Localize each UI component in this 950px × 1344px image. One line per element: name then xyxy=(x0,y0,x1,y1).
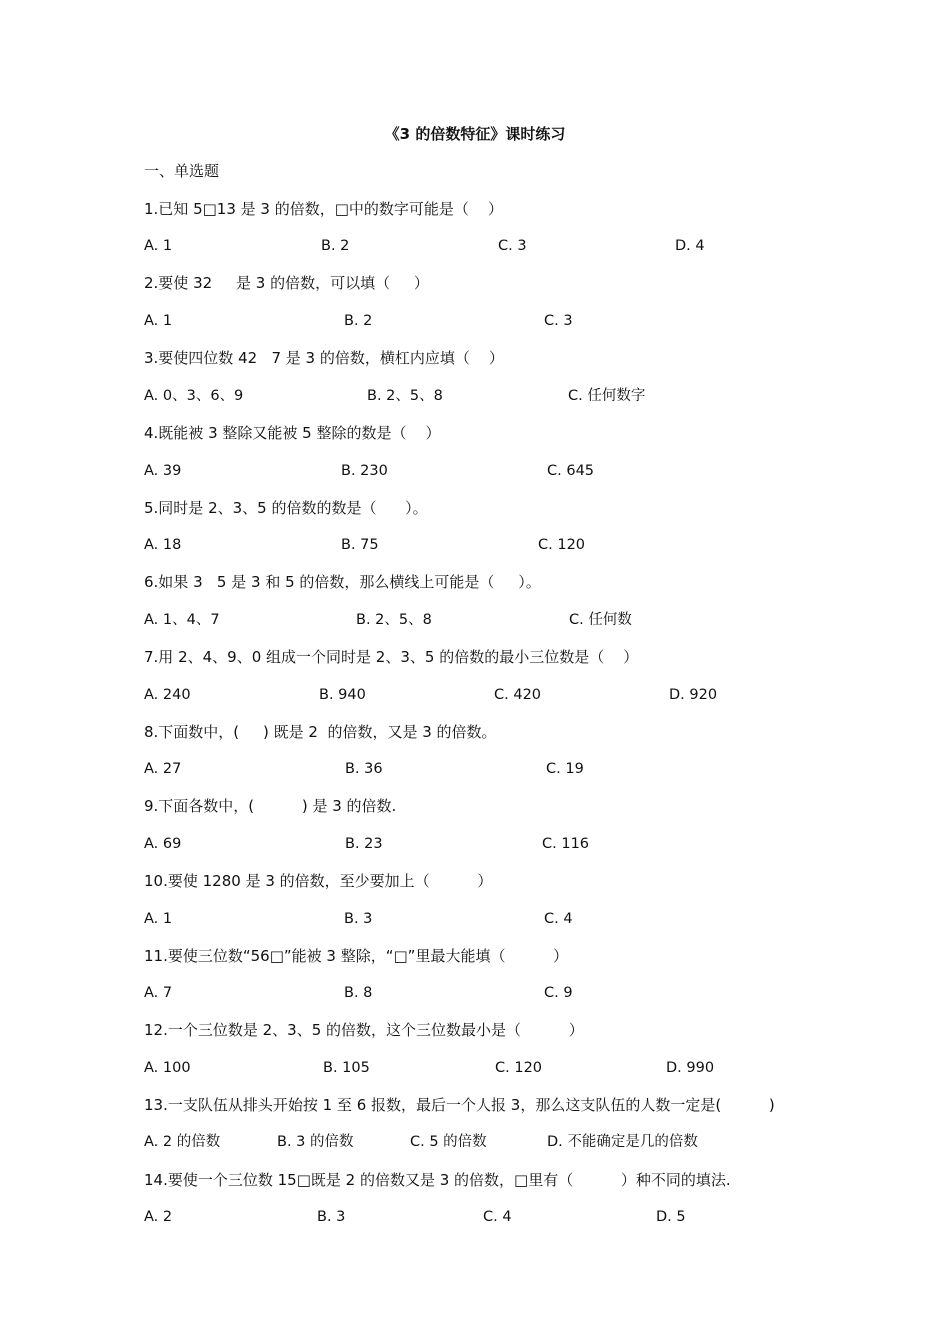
question-2: 2.要使 32 是 3 的倍数，可以填（ ） xyxy=(144,274,429,292)
option-c: C. 420 xyxy=(494,687,542,703)
section-title: 一、单选题 xyxy=(144,162,220,180)
question-13: 13.一支队伍从排头开始按 1 至 6 报数，最后一个人报 3，那么这支队伍的人数一定是( ) xyxy=(144,1096,775,1114)
option-c: C. 任何数 xyxy=(569,612,632,628)
option-c: C. 116 xyxy=(542,836,590,852)
options-12 xyxy=(144,1057,844,1079)
option-c: C. 5 的倍数 xyxy=(410,1134,487,1150)
options-6 xyxy=(144,609,844,631)
options-7 xyxy=(144,684,844,706)
question-9: 9.下面各数中，( ) 是 3 的倍数. xyxy=(144,797,397,815)
option-a: A. 1、4、7 xyxy=(144,612,220,628)
option-b: B. 3 的倍数 xyxy=(277,1134,354,1150)
option-b: B. 75 xyxy=(341,537,379,553)
options-8 xyxy=(144,758,844,780)
option-c: C. 120 xyxy=(538,537,586,553)
question-7: 7.用 2、4、9、0 组成一个同时是 2、3、5 的倍数的最小三位数是（ ） xyxy=(144,648,639,666)
question-12: 12.一个三位数是 2、3、5 的倍数，这个三位数最小是（ ） xyxy=(144,1021,584,1039)
option-c: C. 4 xyxy=(483,1209,512,1225)
options-10 xyxy=(144,908,844,930)
option-b: B. 105 xyxy=(323,1060,370,1076)
option-d: D. 5 xyxy=(656,1209,686,1225)
option-c: C. 19 xyxy=(546,761,584,777)
question-1: 1.已知 5□13 是 3 的倍数，□中的数字可能是（ ） xyxy=(144,200,503,218)
options-3 xyxy=(144,385,844,407)
options-11 xyxy=(144,982,844,1004)
question-4: 4.既能被 3 整除又能被 5 整除的数是（ ） xyxy=(144,424,441,442)
option-b: B. 940 xyxy=(319,687,366,703)
question-8: 8.下面数中，( ) 既是 2 的倍数，又是 3 的倍数。 xyxy=(144,723,497,741)
question-14: 14.要使一个三位数 15□既是 2 的倍数又是 3 的倍数，□里有（ ）种不同的填法. xyxy=(144,1171,731,1189)
option-d: D. 990 xyxy=(666,1060,715,1076)
option-a: A. 0、3、6、9 xyxy=(144,388,244,404)
option-a: A. 2 xyxy=(144,1209,173,1225)
options-5 xyxy=(144,534,844,556)
question-5: 5.同时是 2、3、5 的倍数的数是（ ）。 xyxy=(144,499,428,517)
option-c: C. 任何数字 xyxy=(568,388,646,404)
option-b: B. 23 xyxy=(345,836,383,852)
option-a: A. 7 xyxy=(144,985,173,1001)
option-c: C. 9 xyxy=(544,985,573,1001)
option-a: A. 2 的倍数 xyxy=(144,1134,221,1150)
option-b: B. 2、5、8 xyxy=(367,388,443,404)
option-b: B. 2 xyxy=(344,313,373,329)
option-a: A. 69 xyxy=(144,836,182,852)
options-2 xyxy=(144,310,844,332)
option-a: A. 27 xyxy=(144,761,182,777)
option-b: B. 2、5、8 xyxy=(356,612,432,628)
option-c: C. 4 xyxy=(544,911,573,927)
option-b: B. 3 xyxy=(344,911,373,927)
option-b: B. 3 xyxy=(317,1209,346,1225)
option-a: A. 1 xyxy=(144,313,173,329)
options-4 xyxy=(144,460,844,482)
question-11: 11.要使三位数“56□”能被 3 整除，“□”里最大能填（ ） xyxy=(144,947,569,965)
question-6: 6.如果 3 5 是 3 和 5 的倍数，那么横线上可能是（ ）。 xyxy=(144,573,541,591)
options-1 xyxy=(144,235,844,257)
option-b: B. 230 xyxy=(341,463,388,479)
option-c: C. 120 xyxy=(495,1060,543,1076)
option-a: A. 39 xyxy=(144,463,182,479)
option-d: D. 920 xyxy=(669,687,718,703)
option-b: B. 2 xyxy=(321,238,350,254)
options-14 xyxy=(144,1206,844,1228)
question-3: 3.要使四位数 42 7 是 3 的倍数，横杠内应填（ ） xyxy=(144,349,504,367)
option-a: A. 100 xyxy=(144,1060,191,1076)
options-13 xyxy=(144,1131,844,1153)
option-c: C. 3 xyxy=(498,238,527,254)
option-c: C. 645 xyxy=(547,463,595,479)
question-10: 10.要使 1280 是 3 的倍数，至少要加上（ ） xyxy=(144,872,493,890)
option-c: C. 3 xyxy=(544,313,573,329)
option-a: A. 240 xyxy=(144,687,191,703)
options-9 xyxy=(144,833,844,855)
option-a: A. 18 xyxy=(144,537,182,553)
page-title: 《3 的倍数特征》课时练习 xyxy=(384,125,566,143)
option-b: B. 36 xyxy=(345,761,383,777)
option-b: B. 8 xyxy=(344,985,373,1001)
option-a: A. 1 xyxy=(144,911,173,927)
option-d: D. 不能确定是几的倍数 xyxy=(547,1134,698,1150)
option-a: A. 1 xyxy=(144,238,173,254)
option-d: D. 4 xyxy=(675,238,705,254)
